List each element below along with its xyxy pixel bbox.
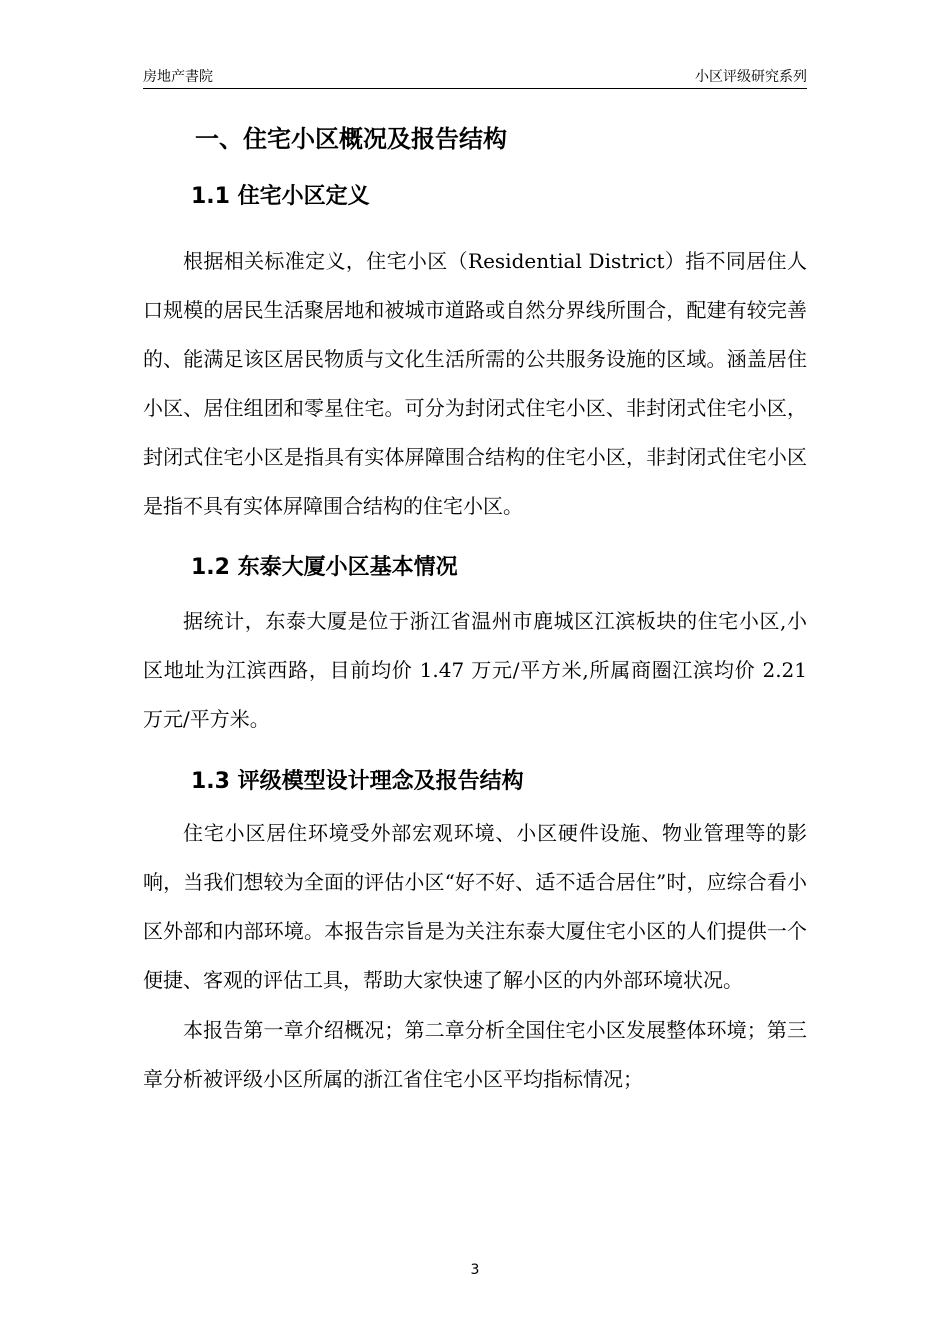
section-1-2-paragraph: 据统计，东泰大厦是位于浙江省温州市鹿城区江滨板块的住宅小区,小区地址为江滨西路，目前均价 1.47 万元/平方米,所属商圈江滨均价 2.21 万元/平方米。: [143, 609, 807, 731]
section-title-1-2: 1.2 东泰大厦小区基本情况: [191, 555, 458, 580]
section-title-1-1: 1.1 住宅小区定义: [191, 184, 370, 209]
section-title-1-3: 1.3 评级模型设计理念及报告结构: [191, 769, 524, 794]
chapter-title: 一、住宅小区概况及报告结构: [195, 125, 507, 153]
header-series-title: 小区评级研究系列: [695, 69, 807, 85]
header-publisher: 房地产書院: [143, 69, 213, 85]
page-content: [143, 100, 807, 1104]
section-1-3-paragraph-2: 本报告第一章介绍概况；第二章分析全国住宅小区发展整体环境；第三章分析被评级小区所属的浙江省住宅小区平均指标情况；: [143, 1018, 807, 1091]
page-header: [143, 66, 807, 89]
section-1-1-paragraph: 根据相关标准定义，住宅小区（Residential District）指不同居住人口规模的居民生活聚居地和被城市道路或自然分界线所围合，配建有较完善的、能满足该区居民物质与文化生活所需的公共服务设施的区域。涵盖居住小区、居住组团和零星住宅。可分为封闭式住宅小区、非封闭式住宅小区，封闭式住宅小区是指具有实体屏障围合结构的住宅小区，非封闭式住宅小区是指不具有实体屏障围合结构的住宅小区。: [143, 249, 807, 518]
page-number: 3: [470, 1262, 480, 1278]
section-1-3-paragraph-1: 住宅小区居住环境受外部宏观环境、小区硬件设施、物业管理等的影响，当我们想较为全面的评估小区“好不好、适不适合居住”时，应综合看小区外部和内部环境。本报告宗旨是为关注东泰大厦住宅小区的人们提供一个便捷、客观的评估工具，帮助大家快速了解小区的内外部环境状况。: [143, 821, 807, 992]
